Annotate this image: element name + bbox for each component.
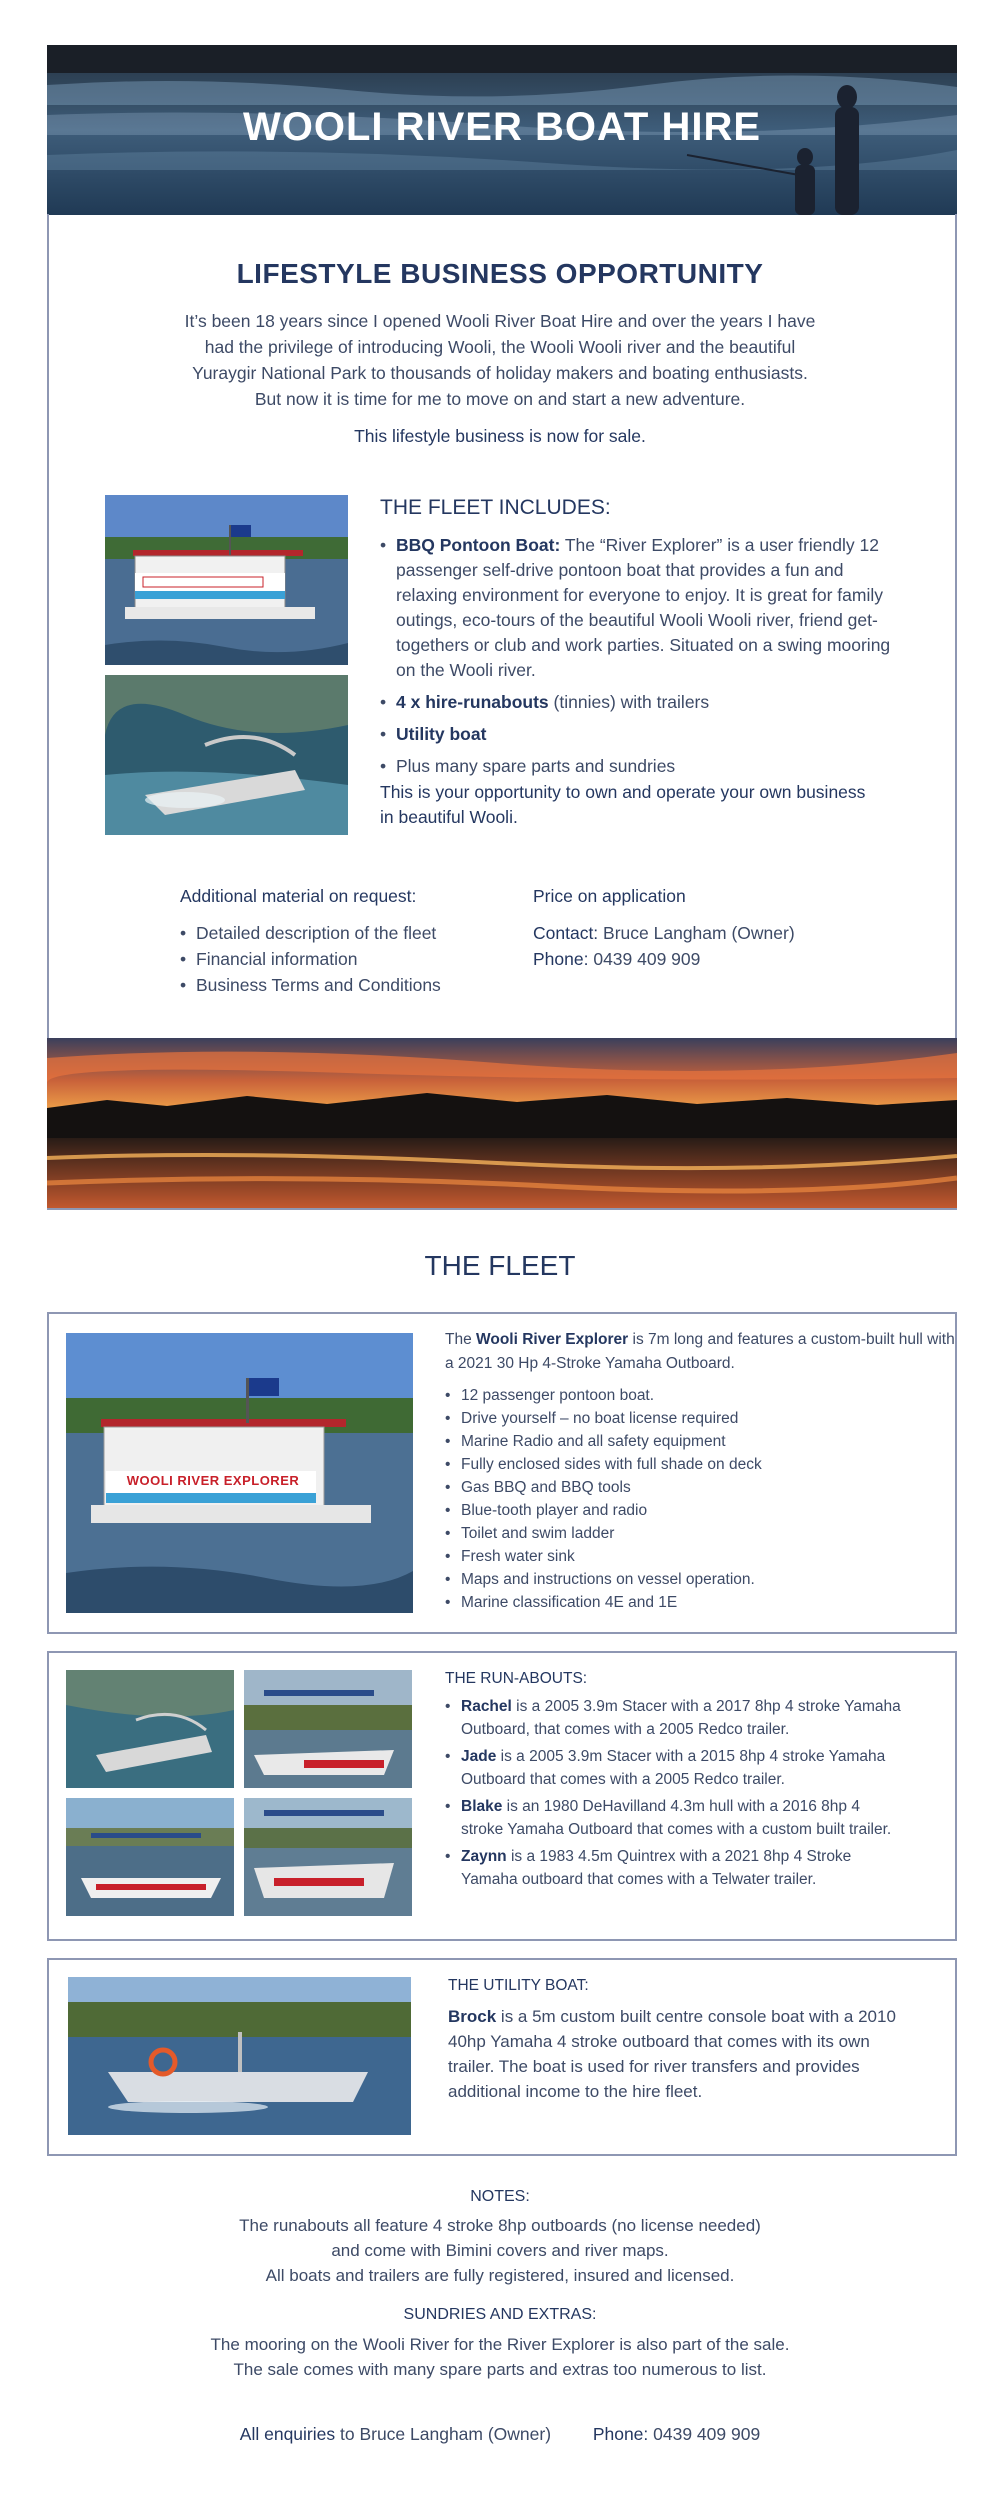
phone-line — [533, 946, 795, 972]
utility-boat-title: THE UTILITY BOAT: — [448, 1977, 589, 1994]
runabout-desc: is a 2005 3.9m Stacer with a 2015 8hp 4 stroke Yamaha Outboard that comes with a 2005 Redco trailer. — [461, 1748, 886, 1788]
runabouts-list — [445, 1695, 905, 1895]
utility-boat-photo — [68, 1977, 411, 2135]
runabout-desc: is a 2005 3.9m Stacer with a 2017 8hp 4 stroke Yamaha Outboard, that comes with a 2005 Redco trailer. — [461, 1698, 901, 1738]
runabout-name: Jade — [461, 1748, 497, 1765]
river-explorer-features — [445, 1384, 945, 1614]
feature-item: • Maps and instructions on vessel operation. — [445, 1568, 945, 1591]
runabouts-title: THE RUN-ABOUTS: — [445, 1670, 588, 1687]
river-explorer-photo — [66, 1333, 413, 1613]
notes-line: All boats and trailers are fully registered, insured and licensed. — [265, 2266, 735, 2285]
fleet-includes-title: THE FLEET INCLUDES: — [380, 496, 611, 519]
intro-line: Yuraygir National Park to thousands of holiday makers and boating enthusiasts. — [192, 363, 808, 383]
enquiries-phone-value[interactable]: 0439 409 909 — [648, 2424, 761, 2444]
item-text: Plus many spare parts and sundries — [396, 756, 676, 776]
feature-item: • Marine classification 4E and 1E — [445, 1591, 945, 1614]
runabout-photo-3 — [66, 1798, 234, 1916]
fleet-heading: THE FLEET — [424, 1250, 576, 1281]
notes-line: The runabouts all feature 4 stroke 8hp outboards (no license needed) — [239, 2216, 761, 2235]
sundries-body — [0, 2332, 1000, 2382]
river-explorer-intro — [445, 1328, 955, 1376]
additional-item: • Financial information — [180, 946, 500, 972]
runabout-desc: is a 1983 4.5m Quintrex with a 2021 8hp 4 Stroke Yamaha outboard that comes with a Telwater trailer. — [461, 1848, 852, 1888]
feature-item: • Fresh water sink — [445, 1545, 945, 1568]
utility-boat-name: Brock — [448, 2007, 497, 2026]
contact-line — [533, 920, 795, 946]
contact-block — [533, 920, 795, 972]
additional-item: • Business Terms and Conditions — [180, 972, 500, 998]
runabout-item — [445, 1795, 905, 1841]
additional-item: • Detailed description of the fleet — [180, 920, 500, 946]
additional-material-heading: Additional material on request: — [180, 886, 417, 906]
item-text: The “River Explorer” is a user friendly 12 passenger self-drive pontoon boat that provides a fun and relaxing environment for everyone to enjoy. It is great for family outings, eco-tours of the beautiful Wooli Wooli river, friend get-togethers or club and work parties. Situated on a swing mooring on the Wooli river. — [396, 535, 891, 680]
intro-post: is 7m long and features a custom-built hull with a 2021 30 Hp 4-Stroke Yamaha Outboard. — [445, 1331, 955, 1372]
runabout-name: Blake — [461, 1798, 503, 1815]
contact-value: Bruce Langham (Owner) — [598, 923, 795, 943]
feature-item: • Toilet and swim ladder — [445, 1522, 945, 1545]
runabout-boat-photo — [105, 675, 348, 835]
runabout-name: Rachel — [461, 1698, 512, 1715]
enquiries-line — [0, 2424, 1000, 2445]
phone-value[interactable]: 0439 409 909 — [588, 949, 701, 969]
item-text: (tinnies) with trailers — [548, 692, 710, 712]
runabout-photo-4 — [244, 1798, 412, 1916]
intro-paragraph — [0, 308, 1000, 412]
price-label: Price on application — [533, 886, 686, 906]
runabout-item — [445, 1745, 905, 1791]
boat-sign: WOOLI RIVER EXPLORER — [126, 1473, 300, 1488]
fleet-include-item — [380, 722, 900, 747]
item-bold: 4 x hire-runabouts — [396, 692, 549, 712]
intro-line: had the privilege of introducing Wooli, the Wooli Wooli river and the beautiful — [204, 337, 796, 357]
fleet-includes-list — [380, 533, 900, 786]
phone-label: Phone: — [533, 949, 589, 969]
feature-item: • Fully enclosed sides with full shade on deck — [445, 1453, 945, 1476]
lifestyle-heading: LIFESTYLE BUSINESS OPPORTUNITY — [236, 258, 764, 289]
fleet-include-item — [380, 533, 900, 683]
hero-banner — [47, 45, 957, 215]
runabout-photo-1 — [66, 1670, 234, 1788]
runabout-item — [445, 1695, 905, 1741]
notes-line: and come with Bimini covers and river maps. — [331, 2241, 669, 2260]
fleet-include-item — [380, 690, 900, 715]
notes-body — [0, 2213, 1000, 2288]
item-bold: Utility boat — [396, 724, 487, 744]
sundries-title: SUNDRIES AND EXTRAS: — [403, 2306, 597, 2323]
utility-boat-description — [448, 2004, 898, 2104]
feature-item: • Gas BBQ and BBQ tools — [445, 1476, 945, 1499]
for-sale-note: This lifestyle business is now for sale. — [354, 426, 646, 446]
runabout-photo-2 — [244, 1670, 412, 1788]
intro-line: It’s been 18 years since I opened Wooli River Boat Hire and over the years I have — [184, 311, 816, 331]
utility-boat-text: is a 5m custom built centre console boat with a 2010 40hp Yamaha 4 stroke outboard that comes with its own trailer. The boat is used for river transfers and provides additional income to the hire fleet. — [448, 2007, 896, 2101]
sundries-line: The sale comes with many spare parts and extras too numerous to list. — [233, 2360, 767, 2379]
hero-title: WOOLI RIVER BOAT HIRE — [242, 105, 762, 149]
fleet-include-item — [380, 754, 900, 779]
feature-item: • Drive yourself – no boat license required — [445, 1407, 945, 1430]
runabout-desc: is an 1980 DeHavilland 4.3m hull with a 2016 8hp 4 stroke Yamaha Outboard that comes with a custom built trailer. — [461, 1798, 892, 1838]
enquiries-phone-label: Phone: — [592, 2424, 649, 2444]
enquiries-label: All enquiries — [239, 2424, 336, 2444]
opportunity-statement: This is your opportunity to own and operate your own business in beautiful Wooli. — [380, 782, 866, 827]
intro-pre: The — [445, 1331, 477, 1348]
sundries-line: The mooring on the Wooli River for the River Explorer is also part of the sale. — [210, 2335, 790, 2354]
item-bold: BBQ Pontoon Boat: — [396, 535, 561, 555]
pontoon-boat-photo — [105, 495, 348, 665]
river-explorer-name: Wooli River Explorer — [476, 1331, 629, 1348]
feature-item: • 12 passenger pontoon boat. — [445, 1384, 945, 1407]
enquiries-contact: to Bruce Langham (Owner) — [335, 2424, 552, 2444]
intro-line: But now it is time for me to move on and start a new adventure. — [254, 389, 746, 409]
runabout-item — [445, 1845, 905, 1891]
feature-item: • Marine Radio and all safety equipment — [445, 1430, 945, 1453]
notes-title: NOTES: — [470, 2188, 530, 2205]
feature-item: • Blue-tooth player and radio — [445, 1499, 945, 1522]
additional-material-list — [180, 920, 500, 998]
contact-label: Contact: — [533, 923, 599, 943]
runabout-name: Zaynn — [461, 1848, 507, 1865]
sunset-river-image — [47, 1038, 957, 1208]
